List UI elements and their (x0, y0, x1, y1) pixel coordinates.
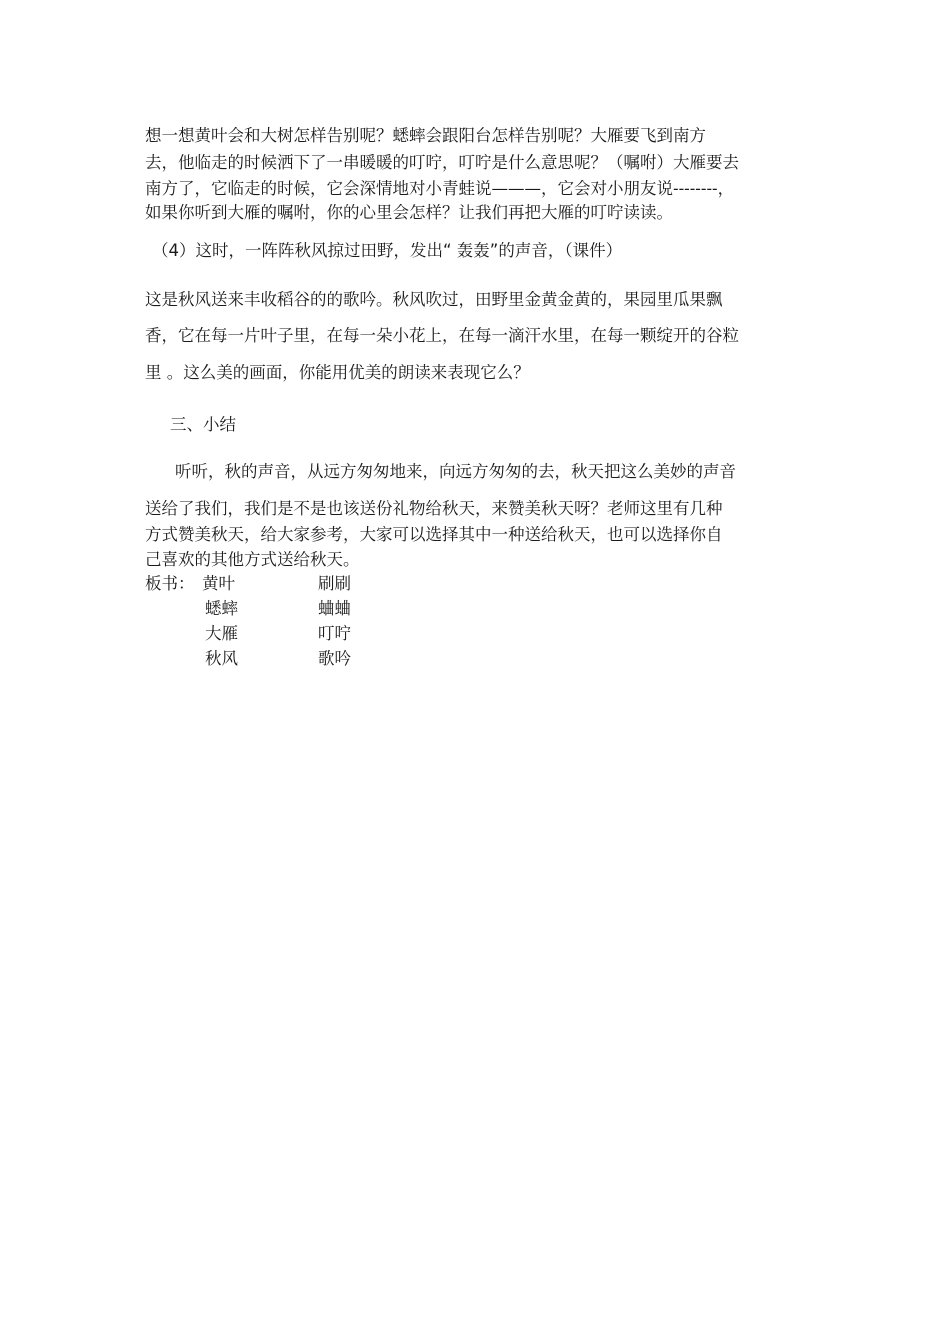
board-right-item: 叮咛 (318, 624, 351, 643)
board-left-item: 蟋蟀 (205, 599, 238, 618)
board-left-item: 秋风 (205, 649, 238, 668)
board-left-item: 黄叶 (202, 574, 235, 593)
board-label: 板书： (145, 574, 195, 593)
board-right-item: 歌吟 (318, 649, 351, 668)
text-line: 南方了，它临走的时候，它会深情地对小青蛙说———，它会对小朋友说--------， (145, 179, 735, 198)
text-line: 去，他临走的时候洒下了一串暖暖的叮咛，叮咛是什么意思呢？（嘱咐）大雁要去 (145, 153, 739, 172)
text-line: 方式赞美秋天，给大家参考，大家可以选择其中一种送给秋天，也可以选择你自 (145, 525, 723, 544)
text-line: 香，它在每一片叶子里，在每一朵小花上，在每一滴汗水里，在每一颗绽开的谷粒 (145, 326, 739, 345)
text-line: 想一想黄叶会和大树怎样告别呢？蟋蟀会跟阳台怎样告别呢？大雁要飞到南方 (145, 126, 706, 145)
text-line: 听听，秋的声音，从远方匆匆地来，向远方匆匆的去，秋天把这么美妙的声音 (175, 462, 736, 481)
text-line: 这是秋风送来丰收稻谷的的歌吟。秋风吹过，田野里金黄金黄的，果园里瓜果飘 (145, 290, 723, 309)
board-right-item: 蛐蛐 (318, 599, 351, 618)
section-heading-summary: 三、小结 (170, 415, 236, 434)
board-right-item: 刷刷 (318, 574, 351, 593)
board-left-item: 大雁 (205, 624, 238, 643)
text-line: 送给了我们，我们是不是也该送份礼物给秋天，来赞美秋天呀？老师这里有几种 (145, 499, 723, 518)
paragraph-autumn-wind: （4）这时，一阵阵秋风掠过田野，发出“ 轰轰”的声音，（课件） (152, 241, 623, 260)
text-line: 里 。这么美的画面，你能用优美的朗读来表现它么？ (145, 363, 530, 382)
text-line: 如果你听到大雁的嘱咐，你的心里会怎样？让我们再把大雁的叮咛读读。 (145, 203, 673, 222)
text-line: 己喜欢的其他方式送给秋天。 (145, 550, 360, 569)
